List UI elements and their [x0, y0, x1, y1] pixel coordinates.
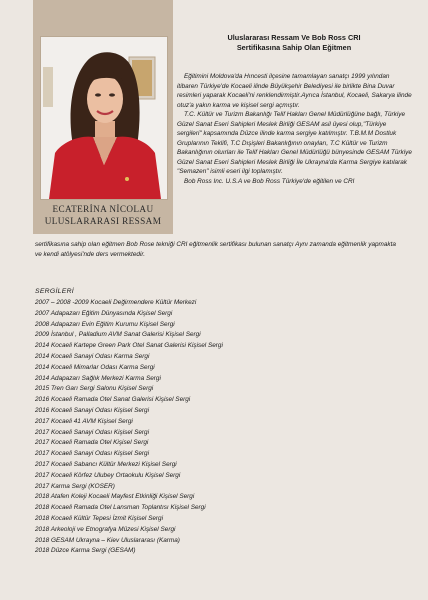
biography-intro — [177, 72, 412, 187]
biography-continuation: sertifikasına sahip olan eğitmen Bob Rose tekniği CRI eğitmenlik sertifikası bulunan sanatçı Aynı zamanda eğitmenlik yapmakta ve kendi atölyesi'nde ders vermektedir. — [35, 241, 396, 258]
exhibition-item: 2017 Karma Sergi (KOSER) — [35, 482, 115, 490]
exhibition-item: 2014 Kocaeli Sanayi Odası Karma Sergi — [35, 352, 150, 360]
exhibition-item: 2016 Kocaeli Sanayi Odası Kişisel Sergi — [35, 406, 150, 414]
biography-paragraph: T.C. Kültür ve Turizm Bakanlığı Telif Hakları Genel Müdürlüğüne bağlı, Türkiye Güzel Sanat Eseri Sahipleri Meslek Birliği GESAM asil üyesi olup,"Türkiye sergileri" kapsamında Düzce ilinde karma sergiye katılmıştır. T.B.M.M Dostluk Gruplarının Teklifi, T.C Dışişleri Bakanlığının onayları, T.C Kültür ve Turizm Bakanlığının oluırları ile Telif Hakları Genel Müdürlüğü bünyesinde GESAM Türkiye Güzel Sanat Eseri Sahipleri Meslek Birliği İle Ukrayna'da Karma Sergiye katılarak "Semazen" isimli eseri ilgi toplamıştır. — [177, 111, 412, 176]
exhibition-item: 2018 Düzce Karma Sergi (GESAM) — [35, 547, 136, 555]
exhibition-item: 2009 İstanbul , Palladium AVM Sanat Galerisi Kişisel Sergi — [35, 331, 201, 339]
profile-caption — [33, 204, 173, 227]
exhibition-item: 2007 Adapazarı Eğitim Dünyasında Kişisel Sergi — [35, 309, 173, 317]
heading-line-1: Uluslararası Ressam Ve Bob Ross CRI — [227, 33, 361, 42]
exhibition-item: 2014 Kocaeli Mimarlar Odası Karma Sergi — [35, 363, 155, 371]
heading-line-2: Sertifikasına Sahip Olan Eğitmen — [236, 42, 352, 52]
exhibition-item: 2007 – 2008 -2009 Kocaeli Değirmendere Kültür Merkezi — [35, 299, 197, 306]
exhibition-item: 2016 Kocaeli Ramada Otel Sanat Galerisi Kişisel Sergi — [35, 396, 191, 404]
biography-paragraph: Bob Ross Inc. U.S.A ve Bob Ross Türkiye'de eğitilen ve CRI — [184, 178, 355, 186]
exhibition-item: 2014 Adapazarı Sağlık Merkezi Karma Sergi — [35, 374, 161, 382]
page-heading — [196, 33, 392, 52]
exhibition-item: 2018 Kocaeli Kültür Tepesi İzmit Kişisel Sergi — [35, 514, 163, 522]
exhibition-item: 2017 Kocaeli Sanayi Odası Kişisel Sergi — [35, 450, 150, 458]
exhibition-item: 2017 Kocaeli Sanayi Odası Kişisel Sergi — [35, 428, 150, 436]
biography-paragraph: Eğitimini Moldova'da Hıncesti ilçesine tamamlayan sanatçı 1999 yılından itibaren Türkiye'de Kocaeli ilinde Büyükşehir Belediyesi ile birlikte Bina Duvar resimleri yaparak Kocaeli'ni renklendirmiştir.Ayrıca İstanbul, Kocaeli, Sakarya ilinde otuz'a yakın karma ve kişisel sergi açmıştır. — [177, 73, 412, 109]
exhibition-item: 2017 Kocaeli Sabancı Kültür Merkezi Kişisel Sergi — [35, 460, 177, 468]
artist-role: ULUSLARARASI RESSAM — [44, 215, 162, 226]
exhibitions-title: SERGİLERİ — [35, 288, 74, 295]
exhibition-item: 2008 Adapazarı Evin Eğitim Kurumu Kişisel Sergi — [35, 320, 175, 328]
artist-name: ECATERİNA NİCOLAU — [52, 204, 154, 214]
exhibition-item: 2017 Kocaeli 41 AVM Kişisel Sergi — [35, 417, 133, 425]
exhibition-item: 2014 Kocaeli Kartepe Green Park Otel Sanat Galerisi Kişisel Sergi — [35, 342, 223, 350]
exhibitions-list — [35, 298, 395, 557]
portrait-illustration — [41, 37, 167, 199]
exhibition-item: 2018 Atafen Koleji Kocaeli Mayfest Etkinliği Kişisel Sergi — [35, 493, 195, 501]
exhibition-item: 2017 Kocaeli Körfez Ulubey Ortaokulu Kişisel Sergi — [35, 471, 181, 479]
exhibition-item: 2015 Tren Garı Sergi Salonu Kişisel Sergi — [35, 385, 154, 393]
exhibition-item: 2018 GESAM Ukrayna – Kiev Uluslararası (Karma) — [35, 536, 180, 544]
exhibition-item: 2017 Kocaeli Ramada Otel Kişisel Sergi — [35, 439, 149, 447]
exhibition-item: 2018 Kocaeli Ramada Otel Lansman Toplantısı Kişisel Sergi — [35, 504, 206, 512]
portrait-photo — [40, 36, 168, 200]
exhibition-item: 2018 Arkeoloji ve Etnografya Müzesi Kişisel Sergi — [35, 525, 176, 533]
